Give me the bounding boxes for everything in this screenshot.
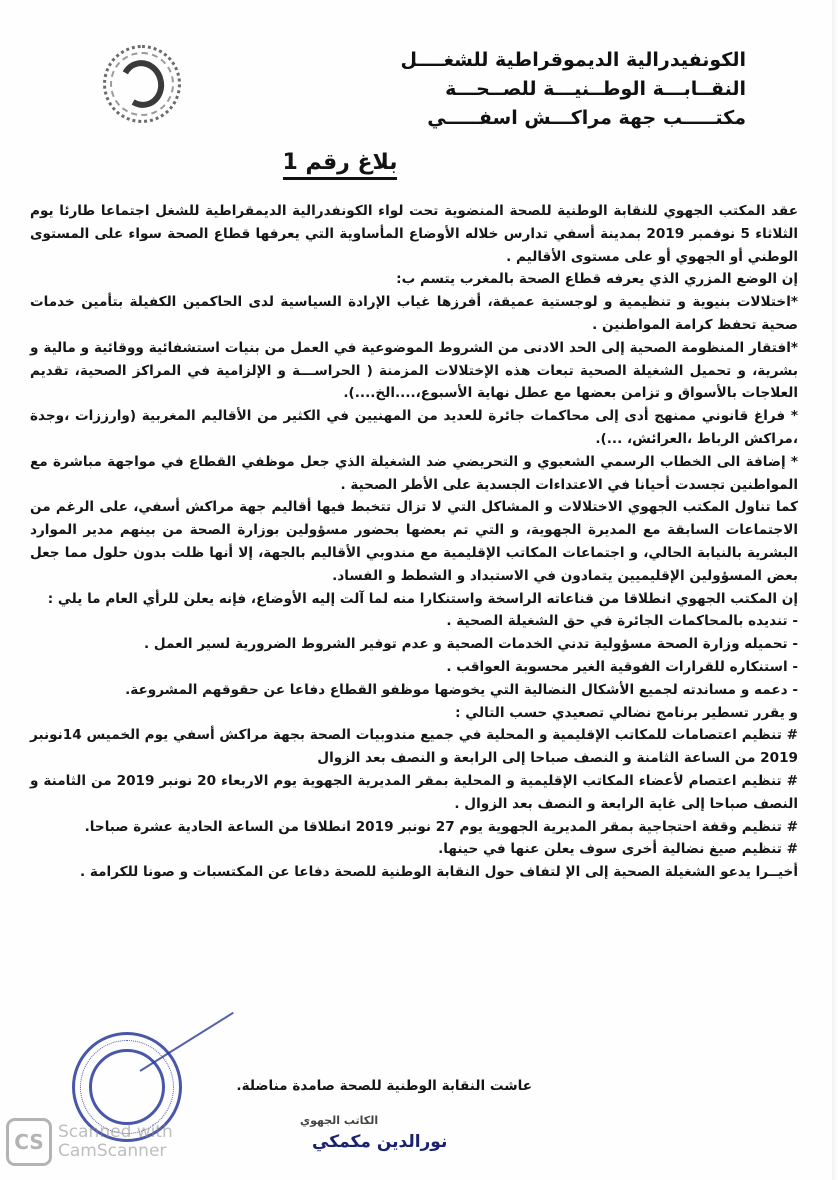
declaration-item: - تحميله وزارة الصحة مسؤولية تدني الخدمات الصحية و عدم توفير الشروط الضرورية لسير العمل .: [144, 636, 798, 653]
situation-item: *افتقار المنظومة الصحية إلى الحد الادنى من الشروط الموضوعية في العمل من بنيات استشفائية ووقائية و مالية و بشرية، و تحميل الشغيلة الصحية تبعات هذه الإختلالات المزمنة ( الحراســـة و الإلزامية في المراكز الصحية، تقديم العلاجات بالأسواق و تزامن بعضها مع عطل نهاية الأسبوع،....الخ....).: [30, 339, 798, 402]
declaration-item: - دعمه و مساندته لجميع الأشكال النضالية التي يخوضها موظفو القطاع دفاعا عن حقوقهم المشروعة.: [125, 681, 798, 698]
program-item: # تنظيم اعتصامات للمكاتب الإقليمية و المحلية في جميع مندوبيات الصحة بجهة مراكش أسفي يوم الخميس 14نونبر 2019 من الساعة الثامنة و النصف صباحا إلى الرابعة و النصف بعد الزوال: [30, 727, 798, 767]
declaration-intro: إن المكتب الجهوي انطلاقا من قناعاته الراسخة واستنكارا منه لما آلت إليه الأوضاع، فإنه يعلن للرأي العام ما يلي :: [47, 590, 798, 607]
letterhead-confederation: الكونفيدرالية الديموقراطية للشغــــل: [400, 49, 746, 71]
camscanner-logo-icon: CS: [6, 1118, 52, 1166]
declaration-item: - تنديده بالمحاكمات الجائرة في حق الشغيلة الصحية .: [446, 613, 798, 630]
situation-item: *اختلالات بنيوية و تنظيمية و لوجستية عميقة، أفرزها غياب الإرادة السياسية لدى الحاكمين الكفيلة بتأمين خدمات صحية تحفظ كرامة المواطنين .: [30, 294, 798, 333]
watermark-text: [58, 1123, 173, 1161]
declaration-item: - استنكاره للقرارات الفوقية الغير محسوبة العواقب .: [446, 658, 798, 675]
program-item: # تنظيم صيغ نضالية أخرى سوف يعلن عنها في حينها.: [438, 841, 798, 858]
letterhead-union: النقــابـــة الوطــنيـــة للصــحـــة: [445, 78, 746, 100]
camscanner-watermark: [6, 1118, 173, 1166]
document-title-text: بلاغ رقم 1: [283, 150, 398, 180]
signer-role: الكاتب الجهوي: [300, 1114, 379, 1127]
signer-name: نورالدين مكمكي: [312, 1132, 448, 1152]
union-emblem-icon: [103, 45, 181, 123]
document-title: [250, 150, 430, 175]
program-item: # تنظيم وقفة احتجاجية بمقر المديرية الجهوية يوم 27 نونبر 2019 انطلاقا من الساعة الحادية عشرة صباحا.: [84, 818, 798, 835]
intro-paragraph: عقد المكتب الجهوي للنقابة الوطنية للصحة المنضوية تحت لواء الكونفدرالية الديمقراطية للشغل اجتماعا طارئا يوم الثلاثاء 5 نوفمبر 2019 بمدينة أسفي تدارس خلاله الأوضاع المأساوية التي يعرفها قطاع الصحة سواء على المستوى الوطني أو الجهوي أو على مستوى الأقاليم .: [30, 203, 798, 265]
situation-heading: إن الوضع المزري الذي يعرفه قطاع الصحة بالمغرب يتسم ب:: [396, 271, 798, 288]
page-edge-shadow: [832, 0, 838, 1180]
letterhead: [401, 46, 746, 133]
regional-issues-paragraph: كما تناول المكتب الجهوي الاختلالات و المشاكل التي لا تزال تتخبط فيها أقاليم جهة مراكش أسفي، على الرغم من الاجتماعات السابقة مع المديرة الجهوية، و التي تم بعضها بحضور مسؤولين بوزارة الصحة من بينهم مدير الموارد البشرية بالنيابة الحالي، و اجتماعات المكاتب الإقليمية مع مندوبي الأقاليم بالجهة، إلا أنها ظلت بدون حلول مما جعل بعض المسؤولين الإقليميين يتمادون في الاستبداد و الشطط و الفساد.: [30, 499, 798, 584]
letterhead-regional-office: مكتـــــب جهة مراكـــش اسفـــــي: [427, 107, 746, 129]
program-intro: و يقرر تسطير برنامج نضالي تصعيدي حسب التالي :: [455, 704, 798, 721]
program-item: # تنظيم اعتصام لأعضاء المكاتب الإقليمية و المحلية بمقر المديرية الجهوية يوم الاربعاء 20 نونبر 2019 من الثامنة و النصف صباحا إلى غاية الرابعة و النصف بعد الزوال .: [30, 772, 798, 812]
watermark-line-2: CamScanner: [58, 1141, 167, 1161]
final-call: أخيــرا يدعو الشغيلة الصحية إلى الإ لتفاف حول النقابة الوطنية للصحة دفاعا عن المكتسبات و صونا للكرامة .: [80, 864, 798, 881]
situation-item: * إضافة الى الخطاب الرسمي الشعبوي و التحريضي ضد الشغيلة الذي جعل موظفي القطاع في مواجهة مباشرة مع المواطنين تجسدت أحيانا في الاعتداءات الجسدية على الأطر الصحية .: [30, 453, 798, 493]
watermark-line-1: Scanned with: [58, 1122, 173, 1142]
document-body: [30, 200, 798, 884]
closing-slogan: عاشت النقابة الوطنية للصحة صامدة مناضلة.: [236, 1078, 532, 1094]
situation-item: * فراغ قانوني ممنهج أدى إلى محاكمات جائرة للعديد من المهنيين في الكثير من الأقاليم المغربية (وارززات ،وجدة ،مراكش الرباط ،العرائش، ...).: [30, 408, 798, 447]
